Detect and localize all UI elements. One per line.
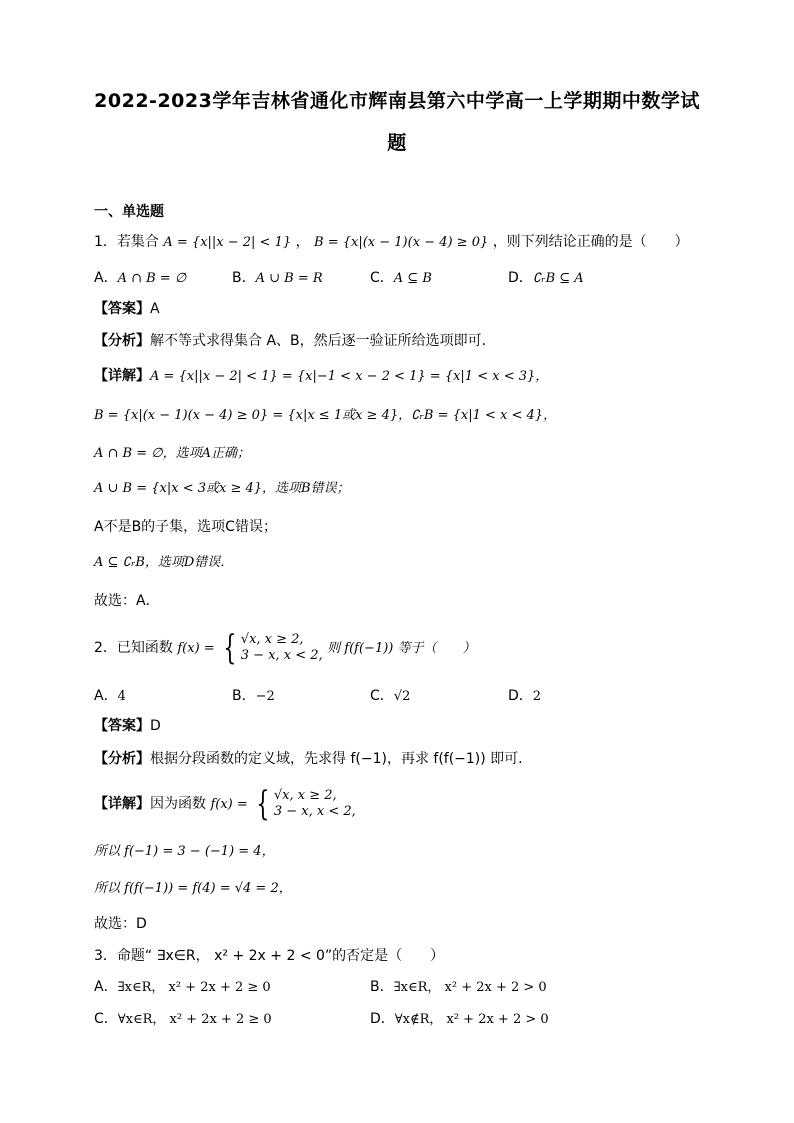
q1-analysis — [94, 331, 496, 351]
q3-option-d — [370, 1009, 549, 1030]
q2-function-name: f(x) = — [177, 641, 215, 656]
case-2: 3 − x, x < 2, — [240, 648, 323, 663]
q1-option-b — [232, 268, 323, 289]
option-letter: B． — [232, 688, 256, 704]
option-letter: C． — [370, 270, 394, 286]
option-expression: √2 — [393, 689, 411, 704]
document-title-continued: 题 — [387, 132, 407, 154]
q1-stem-prefix: 1．若集合 — [94, 234, 159, 250]
option-letter: C． — [94, 1011, 118, 1027]
q3-option-a — [94, 977, 271, 998]
q1-set-a: A = {x||x − 2| < 1} — [163, 235, 292, 250]
case-2: 3 − x, x < 2, — [273, 804, 356, 819]
q1-set-b: B = {x|(x − 1)(x − 4) ≥ 0} — [314, 235, 489, 250]
q2-stem-suffix: 则 f(f(−1)) 等于（ ） — [327, 641, 476, 656]
detail-tag: 【详解】 — [94, 368, 150, 384]
option-letter: C． — [370, 688, 394, 704]
question-2-stem — [94, 628, 476, 669]
option-expression: A ∩ B = ∅ — [117, 271, 187, 286]
q1-answer — [94, 299, 160, 319]
option-letter: D． — [370, 1011, 395, 1027]
left-brace-icon: { — [256, 784, 270, 824]
piecewise-function — [219, 628, 323, 668]
option-expression: ∃x∈R， x² + 2x + 2 > 0 — [393, 980, 547, 995]
option-letter: A． — [94, 688, 118, 704]
q1-detail-line-7: 故选：A． — [94, 593, 160, 609]
option-expression: A ⊆ B — [393, 271, 432, 286]
q2-option-b — [232, 686, 275, 707]
q2-stem-prefix: 2．已知函数 — [94, 640, 173, 656]
q2-answer — [94, 716, 161, 736]
analysis-text: 根据分段函数的定义域，先求得 f(−1)，再求 f(f(−1)) 即可. — [150, 751, 523, 767]
q2-option-c — [370, 686, 410, 707]
q2-detail-line-3: 所以 f(f(−1)) = f(4) = √4 = 2， — [94, 881, 292, 896]
option-expression: ∀x∉R， x² + 2x + 2 > 0 — [394, 1012, 549, 1027]
option-expression: ∁ᵣB ⊆ A — [532, 271, 584, 286]
q1-detail-line-6: A ⊆ ∁ᵣB，选项D错误． — [94, 555, 234, 570]
answer-tag: 【答案】 — [94, 718, 150, 734]
option-letter: A． — [94, 979, 118, 995]
answer-tag: 【答案】 — [94, 301, 150, 317]
piecewise-function — [252, 784, 356, 824]
q1-option-d — [508, 268, 584, 289]
q1-option-c — [370, 268, 432, 289]
answer-value: A — [150, 301, 160, 317]
q3-option-c — [94, 1009, 272, 1030]
q1-detail-line-1 — [94, 366, 548, 387]
detail-text: A = {x||x − 2| < 1} = {x|−1 < x − 2 < 1} = {x|1 < x < 3}， — [150, 369, 549, 384]
option-expression: 2 — [532, 689, 542, 704]
left-brace-icon: { — [223, 628, 237, 668]
analysis-text: 解不等式求得集合 A、B，然后逐一验证所给选项即可． — [150, 333, 496, 349]
option-letter: B． — [232, 270, 256, 286]
q2-detail-function-name: f(x) = — [210, 797, 248, 812]
analysis-tag: 【分析】 — [94, 333, 150, 349]
q2-option-a — [94, 686, 126, 707]
q1-detail-line-3: A ∩ B = ∅，选项A正确； — [94, 446, 250, 461]
option-letter: D． — [508, 688, 533, 704]
case-1: √x, x ≥ 2, — [240, 632, 304, 647]
detail-prefix: 因为函数 — [150, 796, 206, 812]
q2-detail-line-2: 所以 f(−1) = 3 − (−1) = 4， — [94, 844, 275, 859]
q1-separator: ， — [295, 234, 310, 250]
section-heading: 一、单选题 — [94, 204, 164, 220]
detail-tag: 【详解】 — [94, 796, 150, 812]
answer-value: D — [150, 718, 161, 734]
q1-option-a — [94, 268, 186, 289]
q3-option-b — [370, 977, 547, 998]
option-expression: 4 — [117, 689, 126, 704]
q2-detail-line-1 — [94, 784, 356, 825]
option-letter: A． — [94, 270, 118, 286]
analysis-tag: 【分析】 — [94, 751, 150, 767]
document-title: 2022-2023学年吉林省通化市辉南县第六中学高一上学期期中数学试 — [94, 90, 700, 112]
option-expression: −2 — [255, 689, 275, 704]
option-expression: ∃x∈R， x² + 2x + 2 ≥ 0 — [117, 980, 271, 995]
question-3-stem: 3．命题“ ∃x∈R， x² + 2x + 2 < 0”的否定是（ ） — [94, 948, 445, 964]
question-1-stem — [94, 232, 689, 253]
q1-detail-line-2: B = {x|(x − 1)(x − 4) ≥ 0} = {x|x ≤ 1或x ≥ 4}，∁ᵣB = {x|1 < x < 4}， — [94, 408, 557, 423]
case-1: √x, x ≥ 2, — [273, 788, 337, 803]
option-letter: D． — [508, 270, 533, 286]
q2-option-d — [508, 686, 541, 707]
option-expression: ∀x∈R， x² + 2x + 2 ≥ 0 — [117, 1012, 272, 1027]
option-expression: A ∪ B = R — [255, 271, 323, 286]
q1-stem-suffix: ，则下列结论正确的是（ ） — [492, 234, 689, 250]
q2-analysis — [94, 749, 523, 769]
option-letter: B． — [370, 979, 394, 995]
q1-detail-line-4: A ∪ B = {x|x < 3或x ≥ 4}，选项B错误； — [94, 481, 350, 496]
q2-detail-line-4: 故选：D — [94, 916, 147, 932]
q1-detail-line-5: A不是B的子集，选项C错误； — [94, 519, 277, 535]
